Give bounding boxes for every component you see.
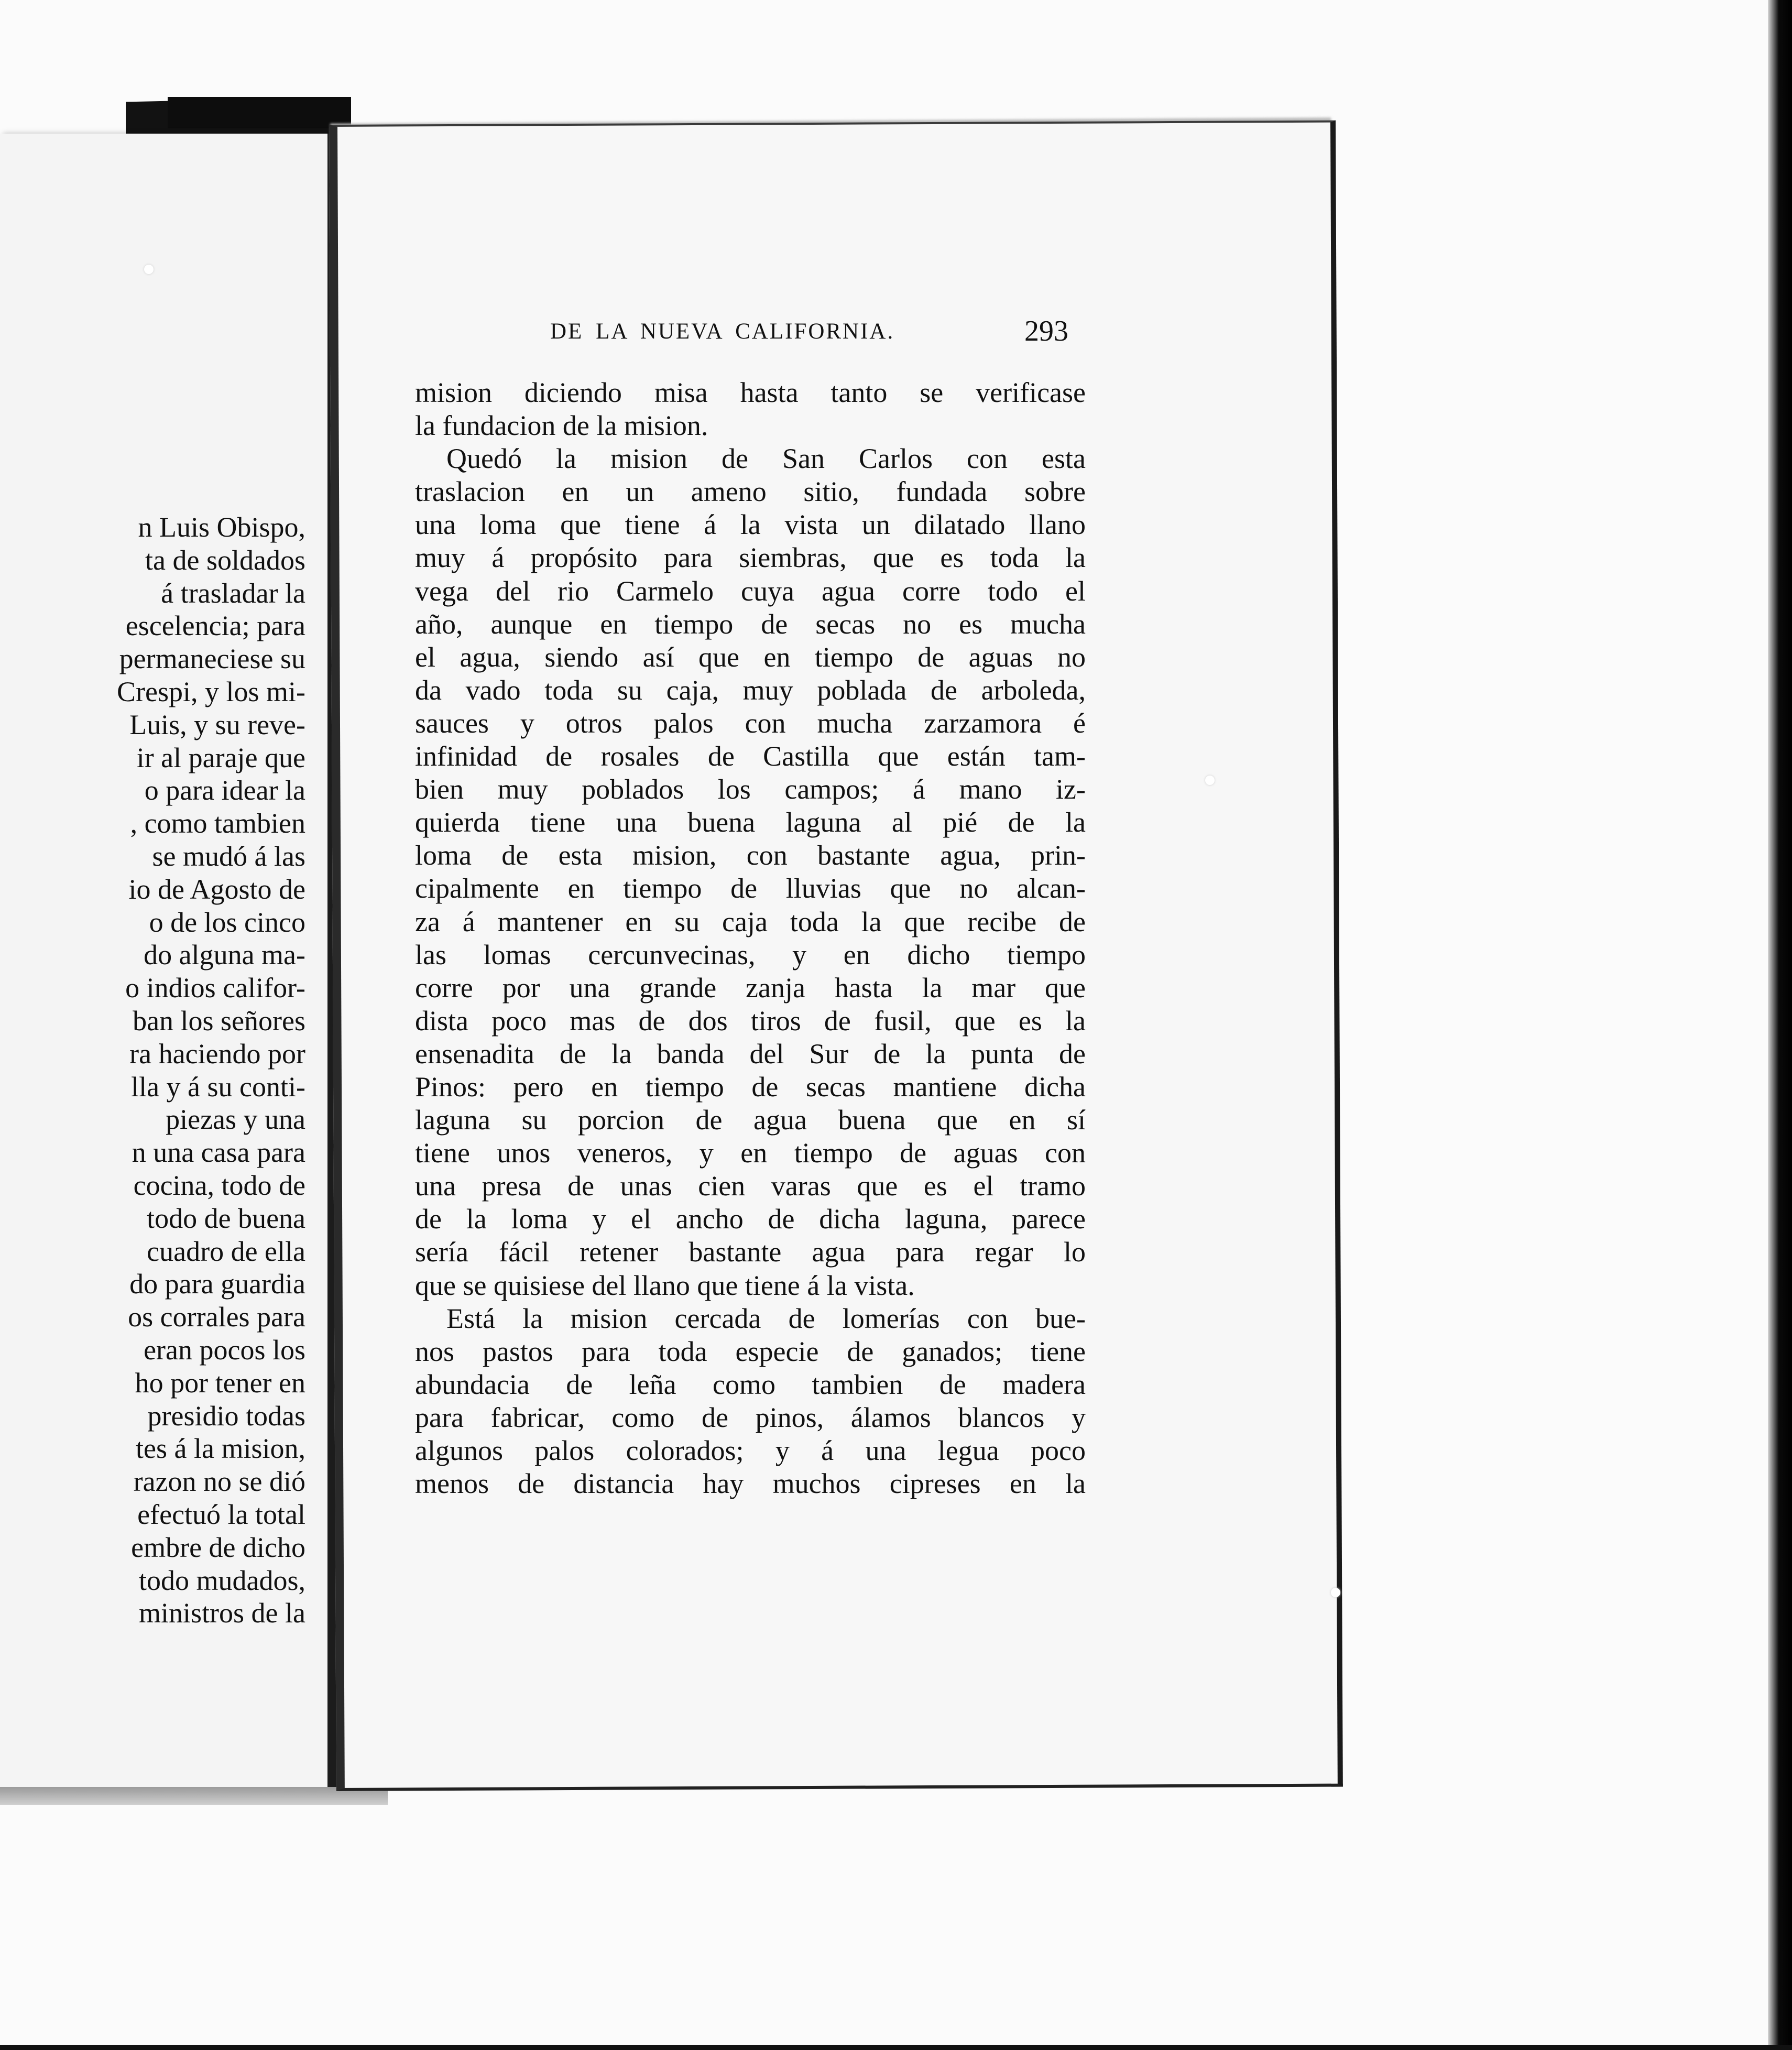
- left-text-line: Luis, y su reve-: [129, 708, 305, 740]
- text-line: za á mantener en su caja toda la que recibe de: [415, 906, 1086, 937]
- text-line: de la loma y el ancho de dicha laguna, parece: [415, 1203, 1086, 1235]
- left-text-line: o indios califor-: [125, 972, 305, 1004]
- text-line: loma de esta mision, con bastante agua, prin-: [415, 839, 1086, 871]
- text-line: mision diciendo misa hasta tanto se verificase: [415, 377, 1086, 408]
- left-text-line: eran pocos los: [144, 1334, 305, 1366]
- text-line: corre por una grande zanja hasta la mar que: [415, 972, 1086, 1004]
- text-line: año, aunque en tiempo de secas no es mucha: [415, 608, 1086, 640]
- left-text-line: piezas y una: [166, 1104, 305, 1136]
- left-text-line: escelencia; para: [125, 610, 305, 642]
- left-text-line: n Luis Obispo,: [138, 511, 305, 543]
- film-speck: [1331, 1588, 1340, 1597]
- text-line: abundacia de leña como tambien de madera: [415, 1368, 1086, 1400]
- left-text-line: cuadro de ella: [147, 1235, 305, 1267]
- left-text-line: tes á la mision,: [136, 1433, 305, 1465]
- text-line: dista poco mas de dos tiros de fusil, que es la: [415, 1005, 1086, 1037]
- left-text-line: efectuó la total: [137, 1498, 305, 1530]
- film-speck: [144, 265, 154, 274]
- text-line: una presa de unas cien varas que es el tramo: [415, 1170, 1086, 1202]
- left-text-line: razon no se dió: [133, 1466, 305, 1498]
- text-line: infinidad de rosales de Castilla que están tam-: [415, 740, 1086, 772]
- film-speck: [1205, 776, 1215, 785]
- left-text-line: á trasladar la: [161, 577, 305, 609]
- left-text-line: ta de soldados: [145, 544, 305, 576]
- left-text-line: do para guardia: [129, 1268, 305, 1300]
- left-text-line: lla y á su conti-: [131, 1071, 305, 1103]
- text-line: cipalmente en tiempo de lluvias que no alcan-: [415, 873, 1086, 904]
- text-line: bien muy poblados los campos; á mano iz-: [415, 773, 1086, 805]
- left-text-line: ban los señores: [133, 1005, 305, 1037]
- text-line: vega del rio Carmelo cuya agua corre todo el: [415, 575, 1086, 607]
- left-text-line: n una casa para: [132, 1137, 305, 1169]
- text-line: menos de distancia hay muchos cipreses en la: [415, 1468, 1086, 1500]
- left-text-line: o para idear la: [144, 775, 305, 806]
- text-line: algunos palos colorados; y á una legua poco: [415, 1435, 1086, 1466]
- left-text-line: ho por tener en: [135, 1367, 305, 1399]
- text-line: una loma que tiene á la vista un dilatado llano: [415, 509, 1086, 541]
- text-line: la fundacion de la mision.: [415, 410, 708, 442]
- page-number: 293: [1024, 315, 1068, 347]
- book-tab-top: [168, 97, 351, 128]
- text-line: Quedó la mision de San Carlos con esta: [446, 443, 1086, 475]
- left-text-line: permaneciese su: [119, 643, 305, 675]
- left-page: [0, 134, 337, 1787]
- left-text-line: o de los cinco: [149, 906, 305, 938]
- left-text-line: ra haciendo por: [129, 1038, 305, 1070]
- text-line: sería fácil retener bastante agua para regar lo: [415, 1236, 1086, 1268]
- text-line: laguna su porcion de agua buena que en sí: [415, 1104, 1086, 1136]
- book-bottom-edge: [0, 1787, 388, 1805]
- left-text-line: todo de buena: [147, 1202, 305, 1234]
- body-text: [415, 376, 1086, 1500]
- left-text-line: , como tambien: [130, 808, 305, 839]
- text-line: Está la mision cercada de lomerías con bue-: [446, 1302, 1086, 1334]
- text-line: muy á propósito para siembras, que es toda la: [415, 542, 1086, 574]
- text-line: Pinos: pero en tiempo de secas mantiene dicha: [415, 1071, 1086, 1103]
- text-line: el agua, siendo así que en tiempo de aguas no: [415, 641, 1086, 673]
- running-head-title: DE LA NUEVA CALIFORNIA.: [550, 319, 895, 344]
- text-line: sauces y otros palos con mucha zarzamora é: [415, 707, 1086, 739]
- text-line: las lomas cercunvecinas, y en dicho tiempo: [415, 939, 1086, 971]
- left-text-line: os corrales para: [128, 1301, 305, 1333]
- left-text-line: se mudó á las: [152, 840, 305, 872]
- film-border-bottom: [0, 2045, 1792, 2050]
- left-text-line: do alguna ma-: [144, 939, 305, 971]
- text-line: da vado toda su caja, muy poblada de arboleda,: [415, 674, 1086, 706]
- running-head: [550, 314, 1074, 351]
- text-line: quierda tiene una buena laguna al pié de la: [415, 806, 1086, 838]
- text-line: que se quisiese del llano que tiene á la vista.: [415, 1269, 915, 1301]
- text-line: tiene unos veneros, y en tiempo de aguas con: [415, 1137, 1086, 1169]
- left-page-text: [12, 511, 305, 1630]
- left-text-line: Crespi, y los mi-: [117, 675, 305, 707]
- text-line: ensenadita de la banda del Sur de la punta de: [415, 1038, 1086, 1070]
- left-text-line: ir al paraje que: [136, 742, 305, 773]
- left-text-line: embre de dicho: [131, 1531, 305, 1563]
- left-text-line: io de Agosto de: [128, 873, 305, 905]
- left-text-line: todo mudados,: [139, 1564, 305, 1596]
- text-line: traslacion en un ameno sitio, fundada sobre: [415, 476, 1086, 508]
- text-line: para fabricar, como de pinos, álamos blancos y: [415, 1401, 1086, 1433]
- left-text-line: ministros de la: [139, 1597, 305, 1629]
- text-line: nos pastos para toda especie de ganados; tiene: [415, 1335, 1086, 1367]
- left-text-line: presidio todas: [147, 1400, 305, 1432]
- film-border-right: [1768, 0, 1792, 2050]
- left-text-line: cocina, todo de: [133, 1169, 305, 1201]
